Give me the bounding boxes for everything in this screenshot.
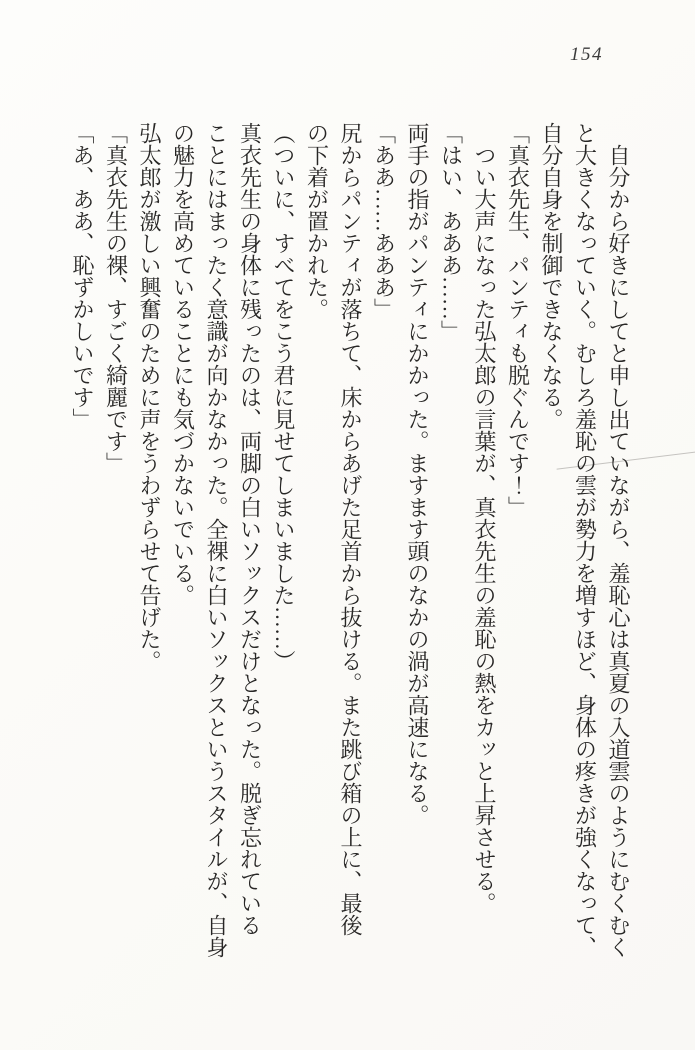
text-line: の魅力を高めていることにも気づかないでいる。 (170, 122, 196, 606)
text-line: 「あ、ああ、恥ずかしいです」 (70, 122, 95, 430)
text-line: 自分から好きにしてと申し出ていながら、羞恥心は真夏の入道雲のようにむくむく (606, 144, 631, 958)
text-line: ことにはまったく意識が向かなかった。全裸に白いソックスというスタイルが、自身 (204, 122, 229, 958)
text-line: 真衣先生の身体に残ったのは、両脚の白いソックスだけとなった。脱ぎ忘れている (237, 122, 263, 936)
text-line: 「はい、あああ……」 (438, 122, 464, 342)
text-line: 両手の指がパンティにかかった。ますます頭のなかの渦が高速になる。 (405, 122, 430, 826)
text-line: 弘太郎が激しい興奮のために声をうわずらせて告げた。 (137, 122, 162, 672)
text-line: 「ああ……あああ」 (371, 122, 397, 320)
text-line: の下着が置かれた。 (304, 122, 330, 320)
body-text (66, 122, 636, 980)
text-line: 「真衣先生の裸、すごく綺麗です」 (103, 122, 129, 474)
text-line: つい大声になった弘太郎の言葉が、真衣先生の羞恥の熱をカッと上昇させる。 (472, 144, 497, 914)
page-number: 154 (570, 44, 603, 65)
text-line: 尻からパンティが落ちて、床からあげた足首から抜ける。また跳び箱の上に、最後 (338, 122, 363, 936)
text-line: と大きくなっていく。むしろ羞恥の雲が勢力を増すほど、身体の疼きが強くなって、 (572, 122, 598, 958)
text-line: 自分自身を制御できなくなる。 (539, 122, 564, 430)
text-line: 「真衣先生、パンティも脱ぐんです！」 (505, 122, 531, 518)
text-line: （ついに、すべてをこう君に見せてしまいました……） (271, 122, 296, 672)
